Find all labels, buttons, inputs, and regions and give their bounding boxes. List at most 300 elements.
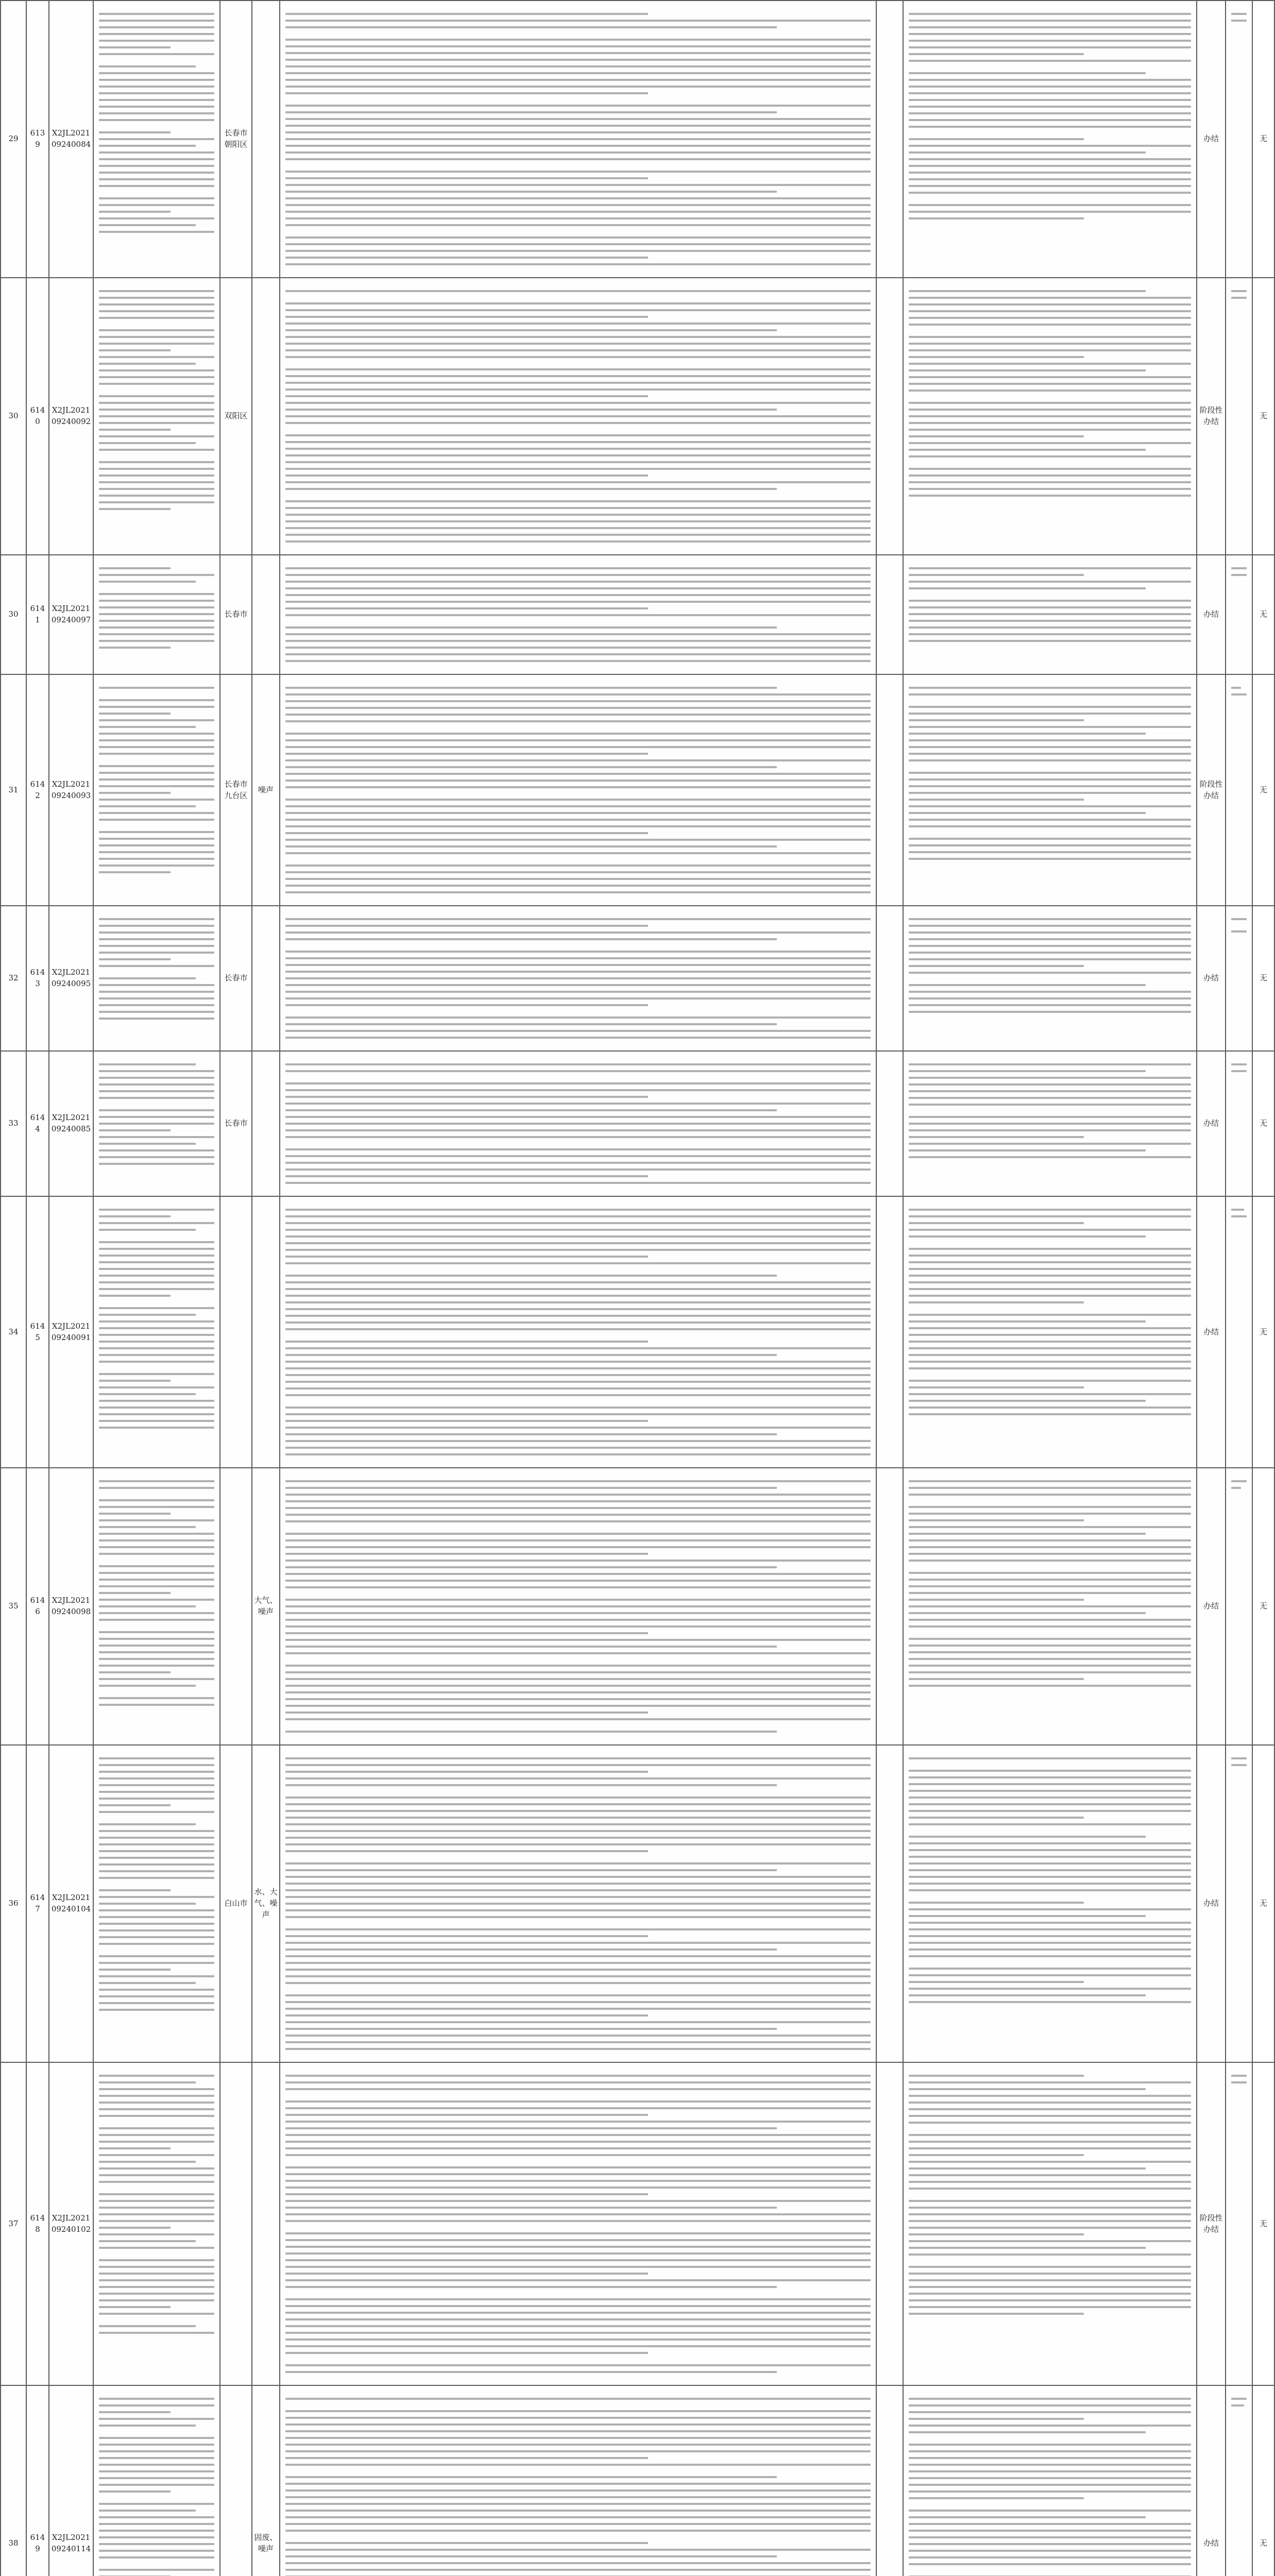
text-line <box>99 1704 214 1706</box>
text-line <box>285 1215 871 1217</box>
text-line <box>909 1810 1191 1812</box>
text-line <box>285 2252 871 2255</box>
case-number-text: X2JL202109240104 <box>51 1893 91 1913</box>
text-line <box>99 938 214 940</box>
rectification-measures <box>903 906 1197 1051</box>
text-line <box>1231 13 1247 15</box>
text-line <box>285 1182 871 1184</box>
text-line <box>909 2450 1191 2452</box>
text-line <box>909 1922 1191 1924</box>
complaint-description-body <box>94 1197 219 1440</box>
text-line <box>909 1783 1191 1785</box>
text-line <box>99 2411 171 2413</box>
text-line <box>909 429 1191 431</box>
text-line <box>285 812 871 814</box>
pollution-type <box>252 1051 280 1196</box>
text-line <box>99 131 171 133</box>
row-number-text: 38 <box>8 2538 19 2548</box>
text-line <box>285 2398 871 2400</box>
text-line <box>909 2227 1191 2229</box>
text-line <box>285 925 648 927</box>
text-line <box>285 1810 871 1812</box>
rectification-measures-body <box>904 1 1196 231</box>
text-line <box>285 263 871 265</box>
text-line <box>285 1514 871 1516</box>
text-line <box>99 1295 171 1297</box>
text-line <box>99 336 214 338</box>
text-line <box>909 581 1191 583</box>
rectification-measures <box>903 1 1197 278</box>
text-line <box>909 693 1191 696</box>
rectification-measures <box>903 1745 1197 2062</box>
text-line <box>285 1612 871 1614</box>
text-line <box>909 1327 1191 1329</box>
text-line <box>285 581 871 583</box>
text-line <box>285 839 871 841</box>
text-line <box>1231 2404 1244 2406</box>
text-line <box>909 733 1146 735</box>
flag-text: 无 <box>1259 973 1267 983</box>
text-line <box>909 1526 1191 1528</box>
responsible-note-body <box>1226 555 1252 588</box>
row-number-text: 37 <box>8 2218 19 2228</box>
text-line <box>285 614 871 616</box>
text-line <box>909 2510 1191 2512</box>
text-line <box>99 1877 214 1879</box>
text-line <box>285 1494 871 1496</box>
row-number-text: 29 <box>8 134 19 144</box>
text-line <box>909 1988 1191 1990</box>
location <box>220 1196 252 1468</box>
text-line <box>909 1143 1191 1145</box>
text-line <box>99 2213 214 2215</box>
text-line <box>285 382 871 384</box>
flag-text: 无 <box>1259 1327 1267 1336</box>
rectification-measures-body <box>904 675 1196 872</box>
text-line <box>285 111 777 113</box>
text-line <box>99 2325 196 2327</box>
text-line <box>909 290 1146 292</box>
text-line <box>909 2240 1191 2242</box>
text-line <box>285 1975 871 1977</box>
text-line <box>909 2299 1191 2301</box>
text-line <box>285 1771 648 1773</box>
text-line <box>99 1645 214 1647</box>
location <box>220 1 252 278</box>
text-line <box>285 184 871 186</box>
text-line <box>909 1400 1146 1402</box>
location-text: 长春市朝阳区 <box>224 128 248 149</box>
text-line <box>909 1671 1191 1673</box>
text-line <box>909 1651 1191 1653</box>
text-line <box>909 1393 1191 1395</box>
text-line <box>99 449 214 451</box>
text-line <box>99 138 214 140</box>
category <box>876 2385 903 2576</box>
text-line <box>285 1168 871 1171</box>
text-line <box>285 1962 871 1964</box>
text-line <box>285 125 871 127</box>
status-text: 办结 <box>1203 1118 1219 1128</box>
location <box>220 674 252 906</box>
text-line <box>909 158 1191 160</box>
text-line <box>99 1288 214 1290</box>
text-line <box>285 1605 871 1607</box>
text-line <box>285 1671 871 1673</box>
text-line <box>99 1599 214 1601</box>
text-line <box>909 1803 1191 1805</box>
text-line <box>285 2352 648 2354</box>
text-line <box>99 1533 214 1535</box>
text-line <box>285 2154 871 2156</box>
status <box>1197 278 1226 555</box>
text-line <box>285 1103 871 1105</box>
investigation-result-body <box>280 1197 876 1467</box>
text-line <box>909 26 1191 28</box>
rectification-measures <box>903 555 1197 674</box>
text-line <box>99 119 214 121</box>
text-line <box>99 1327 214 1329</box>
investigation-result-body <box>280 906 876 1050</box>
text-line <box>909 86 1191 88</box>
text-line <box>909 2418 1084 2420</box>
text-line <box>99 1341 214 1343</box>
category-text <box>877 1604 903 1608</box>
text-line <box>1231 1209 1244 1211</box>
text-line <box>285 1843 871 1845</box>
status-text: 办结 <box>1203 1327 1219 1336</box>
text-line <box>99 468 214 470</box>
text-line <box>99 185 214 187</box>
text-line <box>285 375 871 377</box>
text-line <box>99 508 171 510</box>
text-line <box>99 343 214 345</box>
complaint-description <box>93 1196 220 1468</box>
text-line <box>909 178 1191 180</box>
text-line <box>285 20 871 22</box>
text-line <box>285 2510 871 2512</box>
text-line <box>285 158 871 160</box>
text-line <box>909 1553 1191 1555</box>
text-line <box>909 1869 1191 1871</box>
text-line <box>99 488 214 490</box>
text-line <box>909 1367 1191 1369</box>
text-line <box>99 2259 214 2261</box>
text-line <box>285 1004 648 1006</box>
text-line <box>99 1480 214 1482</box>
text-line <box>99 376 214 378</box>
text-line <box>909 2556 1191 2558</box>
text-line <box>99 753 214 755</box>
flag-text: 无 <box>1259 785 1267 794</box>
text-line <box>285 131 871 133</box>
text-line <box>99 1916 214 1918</box>
text-line <box>285 514 871 516</box>
text-line <box>285 527 871 529</box>
location-text <box>220 1330 251 1334</box>
case-number-text: X2JL202109240085 <box>51 1113 91 1133</box>
flag <box>1252 278 1274 555</box>
text-line <box>909 2247 1146 2249</box>
text-line <box>909 706 1191 708</box>
case-number <box>49 1745 93 2062</box>
text-line <box>285 2134 871 2136</box>
text-line <box>909 1004 1191 1006</box>
flag-text: 无 <box>1259 2538 1267 2548</box>
case-number <box>49 1196 93 1468</box>
text-line <box>1231 2075 1247 2077</box>
text-line <box>99 461 214 463</box>
text-line <box>909 1248 1191 1250</box>
text-line <box>99 1943 214 1945</box>
text-line <box>99 1811 214 1813</box>
text-line <box>99 172 214 174</box>
text-line <box>285 2273 648 2275</box>
text-line <box>285 647 871 649</box>
text-line <box>99 997 214 999</box>
text-line <box>909 812 1146 814</box>
text-line <box>285 2562 871 2564</box>
text-line <box>99 211 171 213</box>
pollution-type <box>252 1196 280 1468</box>
complaint-description-body <box>94 906 219 1031</box>
text-line <box>285 2503 871 2505</box>
investigation-result-body <box>280 555 876 674</box>
text-line <box>285 1573 871 1575</box>
text-line <box>99 1413 214 1415</box>
text-line <box>99 2450 214 2452</box>
text-line <box>909 389 1191 392</box>
category-text <box>877 414 903 418</box>
text-line <box>285 2457 648 2459</box>
text-line <box>285 1433 777 1435</box>
text-line <box>909 1090 1191 1092</box>
text-line <box>285 395 648 397</box>
text-line <box>285 79 871 81</box>
investigation-result-body <box>280 2063 876 2385</box>
text-line <box>99 581 196 583</box>
text-line <box>99 1229 196 1231</box>
text-line <box>99 1798 214 1800</box>
text-line <box>99 1658 214 1660</box>
complaint-description-body <box>94 1052 219 1177</box>
text-line <box>909 1856 1191 1858</box>
pollution-type <box>252 555 280 674</box>
flag <box>1252 2385 1274 2576</box>
text-line <box>99 1923 214 1925</box>
text-line <box>909 1097 1191 1099</box>
table-row <box>1 1196 1274 1468</box>
text-line <box>99 1572 214 1574</box>
pollution-type <box>252 1 280 278</box>
text-line <box>909 1011 1191 1013</box>
text-line <box>909 838 1191 840</box>
text-line <box>285 422 871 424</box>
text-line <box>909 931 1191 934</box>
complaint-description <box>93 906 220 1051</box>
text-line <box>285 2028 777 2030</box>
text-line <box>909 2457 1191 2459</box>
text-line <box>285 236 871 239</box>
investigation-result-body <box>280 675 876 905</box>
investigation-result-body <box>280 278 876 554</box>
category-text <box>877 2222 903 2226</box>
text-line <box>99 1129 171 1131</box>
investigation-result <box>280 278 876 555</box>
text-line <box>99 1777 214 1780</box>
pollution-type-text: 水、大气、噪声 <box>254 1887 278 1919</box>
text-line <box>285 2114 648 2116</box>
text-line <box>285 1876 871 1878</box>
row-seq <box>26 2385 49 2576</box>
text-line <box>1231 290 1247 292</box>
text-line <box>99 1018 214 1020</box>
text-line <box>285 368 871 370</box>
text-line <box>285 891 871 893</box>
table-row <box>1 2385 1274 2576</box>
text-line <box>285 1394 871 1396</box>
text-line <box>99 204 214 206</box>
text-line <box>909 2147 1191 2149</box>
text-line <box>909 1797 1191 1799</box>
text-line <box>99 1143 196 1145</box>
text-line <box>99 606 214 608</box>
text-line <box>99 2002 214 2004</box>
text-line <box>285 26 777 28</box>
responsible-note <box>1226 555 1252 674</box>
text-line <box>99 1539 214 1541</box>
text-line <box>99 1837 214 1839</box>
text-line <box>285 1599 871 1601</box>
text-line <box>285 145 871 147</box>
text-line <box>99 363 196 365</box>
text-line <box>99 858 214 860</box>
text-line <box>285 2450 871 2452</box>
text-line <box>99 977 196 979</box>
text-line <box>99 865 214 867</box>
text-line <box>909 2174 1191 2176</box>
text-line <box>99 567 171 569</box>
text-line <box>285 2014 648 2016</box>
text-line <box>909 1876 1191 1878</box>
text-line <box>1231 2081 1247 2083</box>
text-line <box>99 593 214 595</box>
text-line <box>909 138 1084 140</box>
text-line <box>285 1869 777 1871</box>
text-line <box>285 171 871 173</box>
text-line <box>909 402 1191 404</box>
flag <box>1252 1745 1274 2062</box>
text-line <box>99 647 171 649</box>
complaint-description <box>93 2062 220 2385</box>
case-number <box>49 1 93 278</box>
text-line <box>909 2306 1191 2308</box>
text-line <box>909 2477 1191 2479</box>
text-line <box>99 2220 214 2222</box>
investigation-result-body <box>280 2386 876 2576</box>
location-text <box>220 1604 251 1608</box>
text-line <box>909 858 1191 860</box>
text-line <box>285 2542 648 2544</box>
text-line <box>909 1136 1084 1138</box>
text-line <box>285 1566 777 1568</box>
complaint-description <box>93 1 220 278</box>
text-line <box>909 1757 1191 1759</box>
case-number-text: X2JL202109240114 <box>51 2533 91 2553</box>
text-line <box>285 1982 871 1984</box>
rectification-measures-body <box>904 278 1196 509</box>
text-line <box>99 303 214 306</box>
text-line <box>99 415 214 417</box>
text-line <box>909 1790 1191 1792</box>
text-line <box>909 1229 1191 1231</box>
text-line <box>909 2207 1191 2209</box>
status-text: 阶段性办结 <box>1199 2213 1223 2234</box>
text-line <box>99 1651 214 1653</box>
text-line <box>909 772 1191 774</box>
text-line <box>285 2187 871 2189</box>
text-line <box>99 687 214 689</box>
text-line <box>285 2200 871 2202</box>
text-line <box>909 1842 1191 1844</box>
text-line <box>99 2543 214 2545</box>
flag <box>1252 555 1274 674</box>
text-line <box>909 1519 1084 1521</box>
text-line <box>99 2556 214 2558</box>
text-line <box>909 79 1191 81</box>
text-line <box>99 395 214 397</box>
text-line <box>99 369 214 371</box>
text-line <box>909 1406 1191 1409</box>
text-line <box>99 501 214 503</box>
text-line <box>285 2496 871 2498</box>
responsible-note <box>1226 1745 1252 2062</box>
text-line <box>99 442 196 444</box>
text-line <box>99 1499 214 1501</box>
rectification-measures <box>903 2385 1197 2576</box>
text-line <box>909 2425 1191 2427</box>
text-line <box>285 349 871 351</box>
pollution-type-text: 噪声 <box>258 785 274 794</box>
text-line <box>285 2048 871 2050</box>
text-line <box>909 422 1191 424</box>
category <box>876 674 903 906</box>
text-line <box>909 336 1191 338</box>
text-line <box>909 2431 1146 2433</box>
text-line <box>99 1334 214 1336</box>
text-line <box>285 773 871 775</box>
text-line <box>909 1413 1191 1415</box>
flag-text: 无 <box>1259 1899 1267 1908</box>
text-line <box>285 1909 871 1911</box>
text-line <box>99 1889 171 1891</box>
text-line <box>99 422 214 424</box>
text-line <box>285 1427 871 1429</box>
rectification-measures <box>903 674 1197 906</box>
text-line <box>285 474 648 477</box>
category-text <box>877 1122 903 1126</box>
case-number-text: X2JL202109240092 <box>51 405 91 426</box>
text-line <box>99 1955 214 1957</box>
text-line <box>99 2108 214 2110</box>
row-number-text: 32 <box>8 973 19 983</box>
row-seq <box>26 1051 49 1196</box>
text-line <box>909 2154 1084 2156</box>
text-line <box>285 1883 871 1885</box>
text-line <box>285 2220 871 2222</box>
investigation-result <box>280 1468 876 1745</box>
status <box>1197 1745 1226 2062</box>
